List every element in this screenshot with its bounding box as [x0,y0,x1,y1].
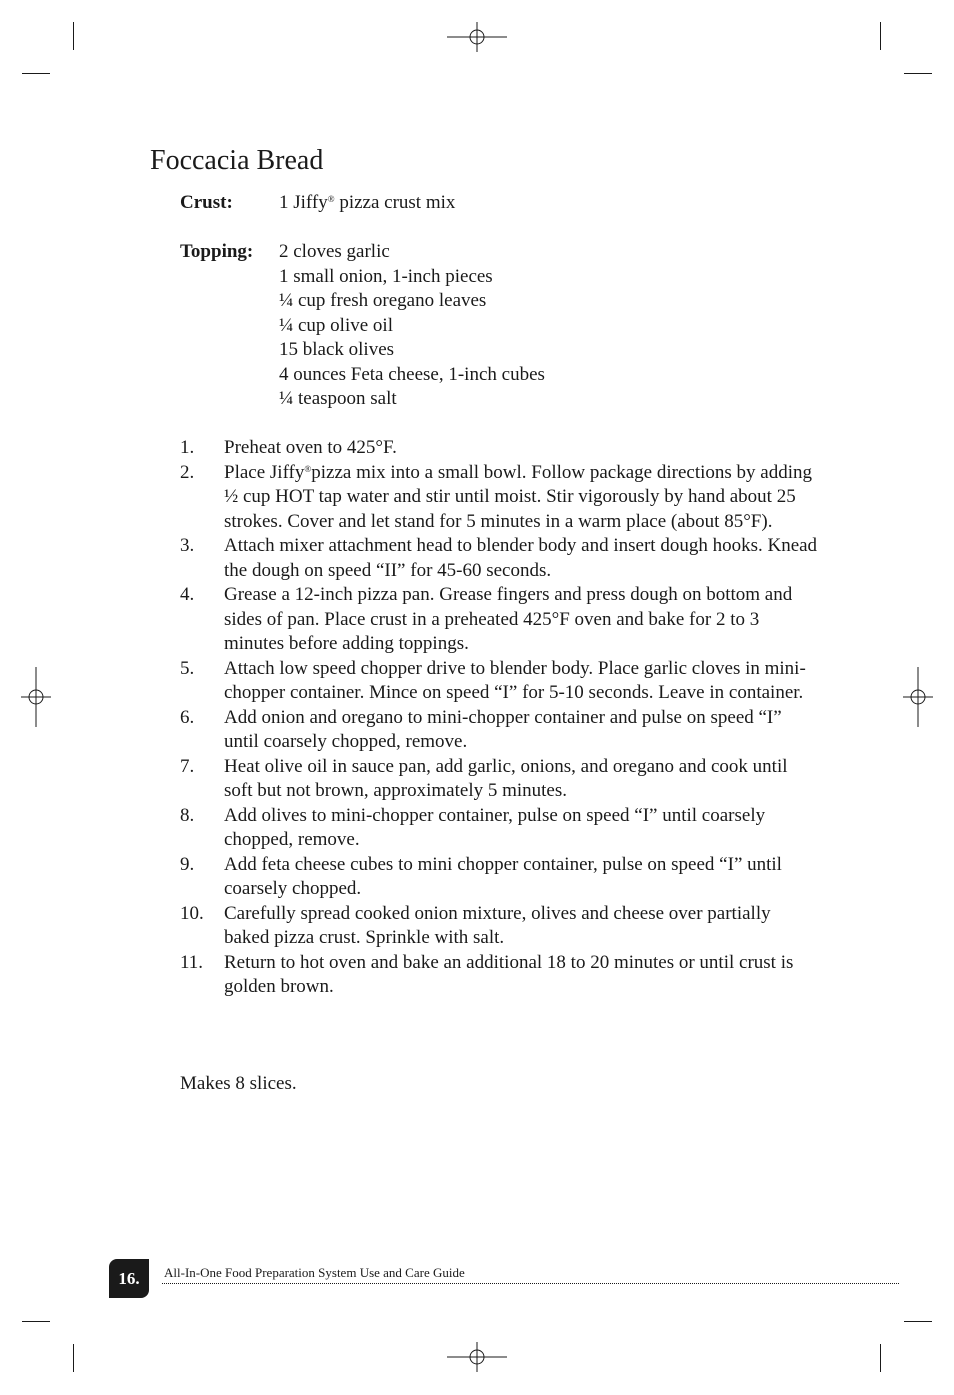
instruction-step [180,755,820,804]
instruction-list [180,436,820,1000]
crop-mark [880,22,881,50]
step-number: 11. [180,951,204,973]
instruction-step [180,902,820,951]
instruction-step [180,534,820,583]
guide-title: All-In-One Food Preparation System Use and Care Guide [164,1265,465,1280]
step-text: Preheat oven to 425°F. [224,437,397,458]
topping-label: Topping: [180,241,254,262]
registered-mark: ® [327,194,335,204]
crop-mark [904,1321,932,1322]
registration-mark-icon [447,1342,507,1372]
crop-mark [22,1321,50,1322]
step-text: Add feta cheese cubes to mini chopper container, pulse on speed “I” until coarsely chopped. [224,853,782,899]
step-text-lead: Place Jiffy [224,461,305,483]
registered-mark: ® [304,463,312,474]
footer-divider [162,1283,899,1284]
step-text: Attach low speed chopper drive to blender body. Place garlic cloves in mini-chopper container. Mince on speed “I” for 5-10 seconds. Leave in container. [224,657,806,703]
step-number: 3. [180,535,195,556]
instruction-step [180,804,820,853]
ingredient-item: 2 cloves garlic [279,241,390,262]
crop-mark [904,73,932,74]
step-number: 7. [180,755,195,777]
ingredient-item: ¼ teaspoon salt [279,388,397,409]
crop-mark [73,1344,74,1372]
step-text: Return to hot oven and bake an additional 18 to 20 minutes or until crust is golden brown. [224,951,794,997]
ingredient-item: 4 ounces Feta cheese, 1-inch cubes [279,363,545,385]
registration-mark-icon [447,22,507,52]
recipe-yield: Makes 8 slices. [180,1073,297,1094]
step-number: 8. [180,804,195,826]
ingredient-item: ¼ cup olive oil [279,314,393,336]
recipe-title: Foccacia Bread [150,145,324,176]
step-number: 6. [180,706,195,728]
step-number: 2. [180,461,195,483]
crop-mark [880,1344,881,1372]
step-number: 1. [180,437,195,458]
instruction-step [180,436,820,461]
crop-mark [73,22,74,50]
topping-list [279,240,545,412]
step-text: Grease a 12-inch pizza pan. Grease fingers and press dough on bottom and sides of pan. Place crust in a preheated 425°F oven and bake for 2 to 3 minutes before adding toppings. [224,584,793,654]
step-text: Heat olive oil in sauce pan, add garlic, onions, and oregano and cook until soft but not brown, approximately 5 minutes. [224,755,788,801]
instruction-step [180,657,820,706]
instruction-step [180,706,820,755]
ingredient-item: 15 black olives [279,339,395,360]
ingredient-item: 1 small onion, 1-inch pieces [279,265,493,287]
registration-mark-icon [21,667,51,727]
step-number: 5. [180,657,195,679]
step-number: 9. [180,853,195,875]
step-number: 4. [180,584,195,605]
step-text: Carefully spread cooked onion mixture, olives and cheese over partially baked pizza crust. Sprinkle with salt. [224,902,771,948]
step-number: 10. [180,902,204,924]
crust-label: Crust: [180,192,233,213]
instruction-step [180,461,820,535]
step-text: Attach mixer attachment head to blender body and insert dough hooks. Knead the dough on speed “II” for 45-60 seconds. [224,535,818,581]
step-text: Add olives to mini-chopper container, pulse on speed “I” until coarsely chopped, remove. [224,804,766,850]
registration-mark-icon [903,667,933,727]
ingredient-item: 1 Jiffy® pizza crust mix [279,192,456,213]
page-number: 16. [109,1259,149,1298]
ingredient-item: ¼ cup fresh oregano leaves [279,290,487,311]
crust-list [279,191,455,216]
step-text: Add onion and oregano to mini-chopper container and pulse on speed “I” until coarsely chopped, remove. [224,706,782,752]
instruction-step [180,583,820,657]
instruction-step [180,853,820,902]
step-text: pizza mix into a small bowl. Follow package directions by adding ½ cup HOT tap water and stir until moist. Stir vigorously by hand about 25 strokes. Cover and let stand for 5 minutes in a warm place (about 85°F). [224,461,812,532]
crop-mark [22,73,50,74]
instruction-step [180,951,820,1000]
